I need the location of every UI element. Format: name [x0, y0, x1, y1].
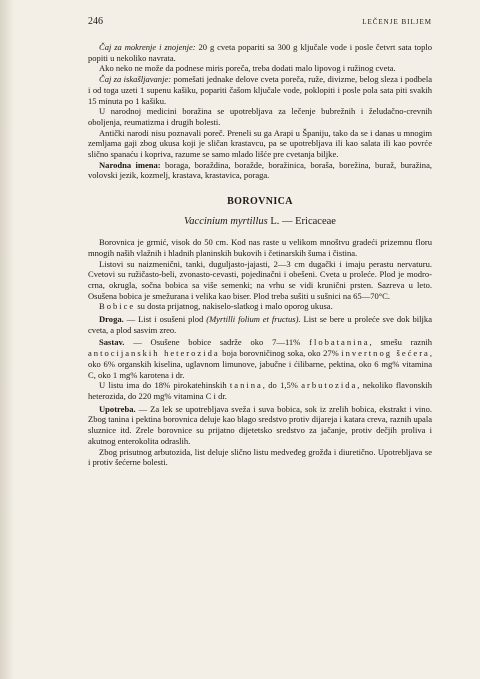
- leaf-composition-paragraph: U listu ima do 18% pirokatehinskih tanina, do 1,5% arbutozida, nekoliko flavonskih heterozida, do 220 mg% vitamina C i dr.: [88, 380, 432, 401]
- tea-diuretic-paragraph: Čaj za mokrenje i znojenje: 20 g cveta popariti sa 300 g ključale vode i posle četvrt sata toplo popiti u nekoliko navrata.: [88, 42, 432, 63]
- section-title: BOROVNICA: [227, 196, 293, 208]
- paragraph: Ako neko ne može da podnese miris poreča, treba dodati malo lipovog i ružinog cveta.: [99, 63, 396, 74]
- paragraph: Zbog prisutnog arbutozida, list deluje slično listu medveđeg grožđa i diuretično. Upotrebljava se i protiv šećerne bolesti.: [88, 446, 432, 468]
- folk-names-paragraph: Narodna imena: boraga, boraždina, boražde, boražinica, boraša, borežina, buraž, buražina, volovski jezik, kozmelj, krastava, krastavica, poraga.: [88, 159, 432, 181]
- usage-paragraph: Upotreba. — Za lek se upotrebljava sveža i suva bobica, sok iz zrelih bobica, ekstrakt i vino. Zbog tanina i pektina borovnica deluje kao blago sredstvo protiv dijareja i katara creva, raznih upala sluznice itd. Zrele borovnice su prijatno dijetetsko sredstvo za jačanje, protiv dečjih proliva i akutnog enterokolita odraslih.: [88, 403, 432, 446]
- composition-paragraph: Sastav. — Osušene bobice sadrže oko 7—11% flobatanina, smešu raznih antocijanskih heterozida boja borovničinog soka, oko 27% invertnog šećera, oko 6% organskih kiselina, uglavnom limunove, jabučne i ćilibarne, pektina, oko 6 mg% vitamina C, oko 1 mg% karotena i dr.: [88, 337, 432, 380]
- folk-names-label: Narodna imena:: [99, 159, 161, 170]
- description-paragraph: Borovnica je grmić, visok do 50 cm. Kod nas raste u velikom mnoštvu gradeći prizemnu floru mnogih naših vlažnih i hladnih planinskih bukovih i četinarskih šuma i čistina.: [88, 237, 432, 258]
- usage-label: Upotreba.: [99, 403, 136, 414]
- paragraph: U narodnoj medicini boražina se upotrebljava za lečenje bubrežnih i želudačno-crevnih oboljenja, reumatizma i drugih bolesti.: [88, 106, 432, 127]
- morphology-paragraph: Listovi su naizmenični, tanki, duguljasto-jajasti, 2—3 cm dugački i imaju perastu nervaturu. Cvetovi su ružičasto-beli, zvonasto-cevasti, pojedinačni i obešeni. Cveta u proleće. Plod je modro-crna, okrugla, sočna bobica sa više semenki; na vrhu se vidi krunični prsten. Sazreva u leto. Osušena bobica je smežurana i velika kao biser. Plod treba sušiti u sušnici na 65—70°C.: [88, 258, 432, 301]
- drug-paragraph: Droga. — List i osušeni plod (Myrtilli folium et fructus). List se bere u proleće sve dok biljka cveta, a plod sasvim zreo.: [88, 314, 432, 335]
- running-header: [88, 16, 432, 32]
- latin-name: Vaccinium myrtillus L. — Ericaceae: [184, 216, 336, 228]
- running-title: LEČENJE BILJEM: [362, 18, 432, 26]
- page-number: 246: [88, 16, 103, 27]
- tea-expectorant-paragraph: Čaj za iskašljavanje: pomešati jednake delove cveta poreča, ruže, divizme, belog sleza i podbela i od toga uzeti 1 supenu kašiku, popariti čašom ključale vode, poklopiti i posle pola sata piti svakih 15 minuta po 1 kašiku.: [88, 74, 432, 106]
- paragraph: Antički narodi nisu poznavali poreč. Preneli su ga Arapi u Španiju, tako da se i danas u mnogim zemljama gaji zbog ukusa koji je sličan krastavcu, pa se upotrebljava ili kao salata ili kao povrće slično spanaću i kopriva, razume se samo mlado lišće pre cvetanja biljke.: [88, 127, 432, 160]
- recipe-label: Čaj za mokrenje i znojenje:: [99, 42, 196, 52]
- taste-paragraph: Bobice su dosta prijatnog, nakiselo-slatkog i malo oporog ukusa.: [99, 301, 333, 312]
- recipe-label: Čaj za iskašljavanje:: [99, 74, 172, 85]
- drug-label: Droga.: [99, 314, 124, 325]
- composition-label: Sastav.: [99, 337, 125, 348]
